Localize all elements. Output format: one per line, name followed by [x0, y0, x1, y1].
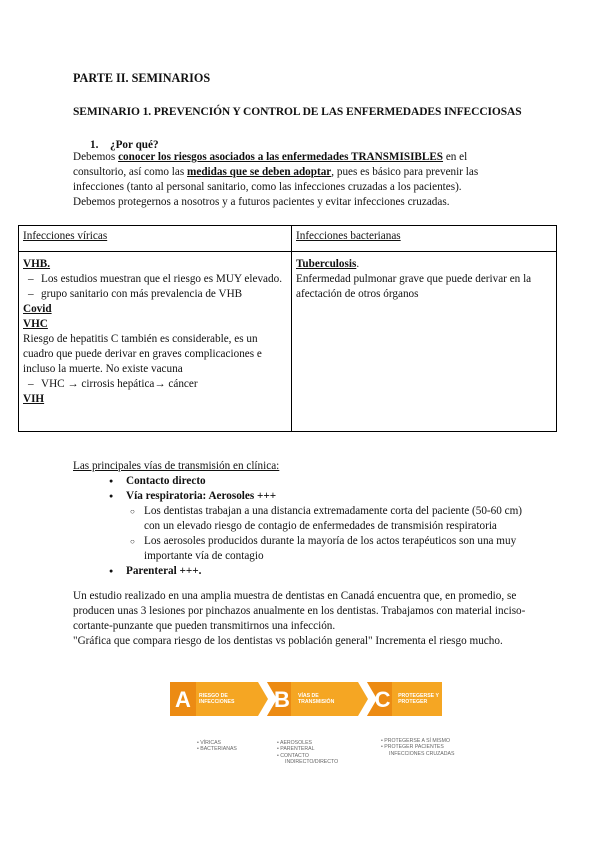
intro-second-line: Debemos protegernos a nosotros y a futuros pacientes y evitar infecciones cruzadas. — [73, 196, 450, 208]
summary-banner — [170, 682, 442, 716]
study-text: Un estudio realizado en una amplia muestra de dentistas en Canadá encuentra que, en promedio, se producen unas 3 lesiones por pinchazos anualmente en los dentistas. Trabajamos con material inciso-cortante-punzante que pueden transmitirnos una infección. — [73, 590, 526, 632]
intro-paragraph: Debemos conocer los riesgos asociados a las enfermedades TRANSMISIBLES en el consultorio, así como las medidas que se deben adoptar, pues es básico para prevenir las infecciones (tanto al personal sanitario, como las infecciones cruzadas a los pacientes). Debemos protegernos a nosotros y a futuros pacientes y evitar infecciones cruzadas. — [73, 151, 479, 208]
vhb-label: VHB. — [23, 258, 51, 270]
tb-text: Enfermedad pulmonar grave que puede derivar en la afectación de otros órganos — [296, 273, 532, 300]
vhc-item: – VHC → cirrosis hepática→ cáncer — [23, 377, 287, 392]
vhb-item: – Los estudios muestran que el riesgo es MUY elevado. — [23, 272, 287, 287]
bacterial-cell: Tuberculosis. Enfermedad pulmonar grave que puede derivar en la afectación de otros órganos — [292, 252, 557, 432]
emphasis-risks: conocer los riesgos asociados a las enfermedades TRANSMISIBLES — [118, 151, 444, 163]
viral-cell — [19, 252, 292, 432]
vih-label: VIH — [23, 393, 45, 405]
table-header-viral: Infecciones víricas — [19, 226, 292, 252]
banner-c-items: • PROTEGERSE A SÍ MISMO • PROTEGER PACIENTES INFECCIONES CRUZADAS — [381, 738, 454, 757]
vhc-text: Riesgo de hepatitis C también es considerable, es un cuadro que puede derivar en graves complicaciones e incluso la muerte. No existe vacuna — [23, 333, 262, 375]
list-item: Vía respiratoria: Aerosoles +++ — [126, 490, 277, 502]
banner-c: C PROTEGERSE Y PROTEGER — [374, 686, 439, 712]
seminar-title: SEMINARIO 1. PREVENCIÓN Y CONTROL DE LAS ENFERMEDADES INFECCIOSAS — [73, 106, 522, 118]
vhb-item: – grupo sanitario con más prevalencia de VHB — [23, 287, 287, 302]
page-heading: PARTE II. SEMINARIOS — [73, 71, 211, 85]
banner-b: B VÍAS DE TRANSMISIÓN — [274, 686, 335, 712]
banner-a: A RIESGO DE INFECCIONES — [175, 686, 235, 712]
grafica-note: "Gráfica que compara riesgo de los dentistas vs población general" Incrementa el riesgo mucho. — [73, 635, 503, 647]
tb-label: Tuberculosis — [296, 258, 357, 270]
transmission-title: Las principales vías de transmisión en clínica: — [73, 460, 280, 472]
question-text: ¿Por qué? — [110, 139, 159, 151]
sub-list-item: ○ Los dentistas trabajan a una distancia extremadamente corta del paciente (50-60 cm) con un elevado riesgo de contagio de enfermedades de transmisión respiratoria — [130, 504, 533, 534]
banner-b-items: • AEROSOLES • PARENTERAL • CONTACTO INDIRECTO/DIRECTO — [277, 740, 338, 766]
covid-label: Covid — [23, 303, 52, 315]
list-item: ● Parenteral +++. — [109, 564, 533, 579]
question-number: 1. — [90, 139, 99, 151]
emphasis-measures: medidas que se deben adoptar — [187, 166, 332, 178]
transmission-section — [73, 459, 533, 579]
banner-a-items: • VÍRICAS • BACTERIANAS — [197, 740, 237, 753]
study-paragraph — [73, 589, 543, 649]
infections-table — [18, 225, 557, 432]
vhc-label: VHC — [23, 318, 48, 330]
list-item: ● Contacto directo — [109, 474, 533, 489]
sub-list-item: ○ Los aerosoles producidos durante la mayoría de los actos terapéuticos son una muy importante vía de contagio — [130, 534, 533, 564]
table-header-bacterial: Infecciones bacterianas — [292, 226, 557, 252]
